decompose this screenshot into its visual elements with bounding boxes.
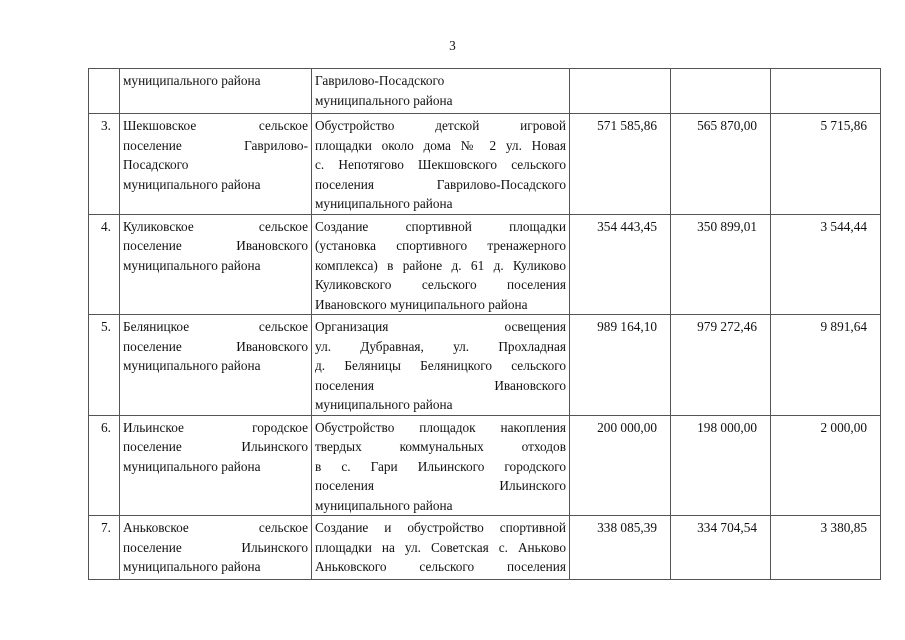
regional-amount-cell: 565 870,00	[671, 114, 771, 215]
table-row	[89, 69, 881, 114]
project-line: Аньковского сельского поселения	[315, 559, 566, 574]
project-line: поселения Гаврилово-Посадского	[315, 176, 566, 192]
page-number: 3	[449, 38, 456, 53]
total-amount-cell: 354 443,45	[570, 214, 671, 315]
project-line: муниципального района	[315, 196, 453, 211]
project-cell	[312, 415, 570, 516]
settlement-line: муниципального района	[123, 176, 261, 192]
table-row	[89, 415, 881, 516]
project-line: Гаврилово-Посадского	[315, 73, 445, 88]
project-line: площадки на ул. Советская с. Аньково	[315, 539, 566, 555]
project-line: Обустройство площадок накопления	[315, 419, 566, 435]
local-amount-cell: 5 715,86	[771, 114, 881, 215]
project-line: поселения Ивановского	[315, 377, 566, 393]
project-line: с. Непотягово Шекшовского сельского	[315, 157, 566, 172]
local-amount-cell: 3 544,44	[771, 214, 881, 315]
settlement-cell	[120, 516, 312, 580]
settlement-line: Шекшовское сельское	[123, 118, 308, 133]
project-line: площадки около дома № 2 ул. Новая	[315, 137, 566, 153]
table-row	[89, 214, 881, 315]
settlement-line: поселение Ильинского	[123, 439, 308, 454]
settlement-cell	[120, 69, 312, 114]
settlement-line: поселение Ивановского	[123, 338, 308, 354]
total-amount-cell: 571 585,86	[570, 114, 671, 215]
row-number-cell	[89, 69, 120, 114]
project-line: Обустройство детской игровой	[315, 118, 566, 133]
table-row	[89, 114, 881, 215]
project-line: муниципального района	[315, 397, 453, 412]
project-line: Ивановского муниципального района	[315, 296, 528, 312]
project-line: (установка спортивного тренажерного	[315, 238, 566, 253]
local-amount-cell: 3 380,85	[771, 516, 881, 580]
regional-amount-cell: 198 000,00	[671, 415, 771, 516]
total-amount-cell	[570, 69, 671, 114]
settlement-line: муниципального района	[123, 358, 261, 373]
settlement-line: Беляницкое сельское	[123, 319, 308, 334]
project-cell	[312, 69, 570, 114]
total-amount-cell: 338 085,39	[570, 516, 671, 580]
project-cell	[312, 214, 570, 315]
local-amount-cell: 2 000,00	[771, 415, 881, 516]
regional-amount-cell: 350 899,01	[671, 214, 771, 315]
settlement-line: Куликовское сельское	[123, 218, 308, 234]
settlement-line: Ильинское городское	[123, 419, 308, 435]
project-line: муниципального района	[315, 92, 453, 108]
project-line: муниципального района	[315, 497, 453, 513]
settlement-cell	[120, 315, 312, 416]
total-amount-cell: 989 164,10	[570, 315, 671, 416]
project-cell	[312, 315, 570, 416]
project-line: в с. Гари Ильинского городского	[315, 458, 566, 474]
project-cell	[312, 114, 570, 215]
total-amount-cell: 200 000,00	[570, 415, 671, 516]
project-line: комплекса) в районе д. 61 д. Куликово	[315, 257, 566, 273]
settlement-line: Посадского	[123, 157, 189, 172]
settlement-line: муниципального района	[123, 458, 261, 474]
table-row	[89, 315, 881, 416]
local-amount-cell	[771, 69, 881, 114]
project-line: Организация освещения	[315, 319, 566, 334]
settlement-cell	[120, 415, 312, 516]
project-line: твердых коммунальных отходов	[315, 439, 566, 454]
settlement-cell	[120, 114, 312, 215]
local-amount-cell: 9 891,64	[771, 315, 881, 416]
project-line: поселения Ильинского	[315, 478, 566, 493]
settlement-line: поселение Ивановского	[123, 238, 308, 253]
project-line: Куликовского сельского поселения	[315, 277, 566, 292]
project-line: Создание спортивной площадки	[315, 218, 566, 234]
grants-table	[88, 68, 881, 580]
project-cell	[312, 516, 570, 580]
row-number-cell: 4.	[89, 214, 120, 315]
settlement-line: поселение Гаврилово-	[123, 137, 308, 153]
row-number-cell: 3.	[89, 114, 120, 215]
settlement-line: муниципального района	[123, 73, 261, 88]
table-row	[89, 516, 881, 580]
project-line: Создание и обустройство спортивной	[315, 520, 566, 535]
regional-amount-cell: 979 272,46	[671, 315, 771, 416]
project-line: ул. Дубравная, ул. Прохладная	[315, 338, 566, 354]
project-line: д. Беляницы Беляницкого сельского	[315, 358, 566, 373]
row-number-cell: 6.	[89, 415, 120, 516]
row-number-cell: 7.	[89, 516, 120, 580]
settlement-cell	[120, 214, 312, 315]
regional-amount-cell	[671, 69, 771, 114]
regional-amount-cell: 334 704,54	[671, 516, 771, 580]
row-number-cell: 5.	[89, 315, 120, 416]
settlement-line: муниципального района	[123, 559, 261, 574]
settlement-line: поселение Ильинского	[123, 539, 308, 555]
settlement-line: муниципального района	[123, 257, 261, 273]
settlement-line: Аньковское сельское	[123, 520, 308, 535]
